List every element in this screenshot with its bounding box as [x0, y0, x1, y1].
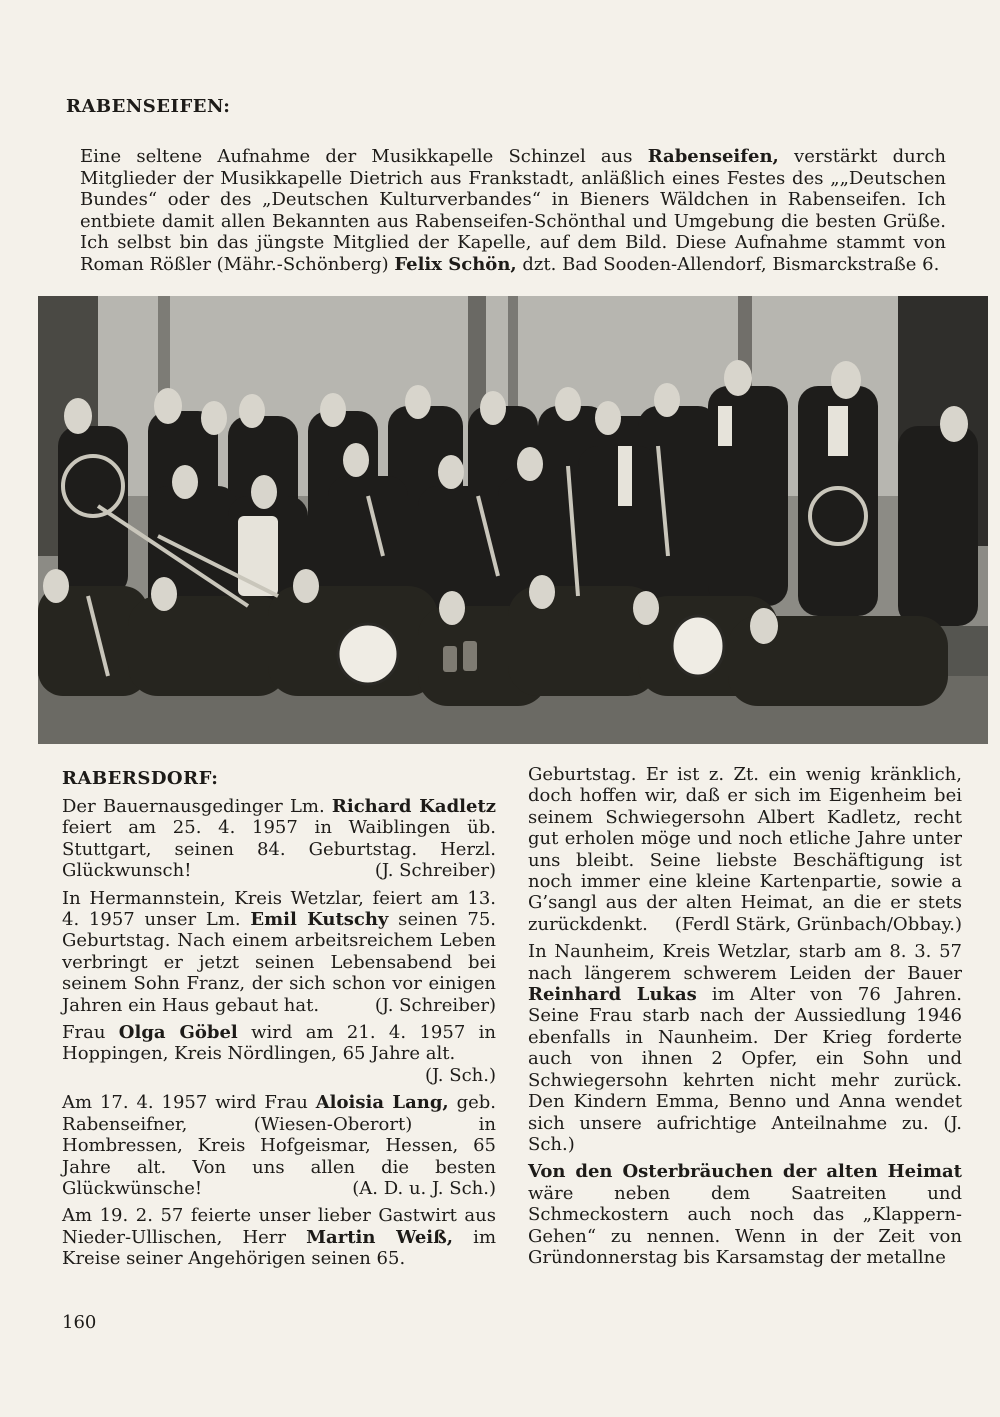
entry-name: Aloisia Lang, [315, 1092, 449, 1114]
entry-signature: (A. D. u. J. Sch.) [352, 1177, 496, 1199]
entry-signature: (J. Schreiber) [374, 860, 496, 882]
intro-bold-place: Rabenseifen, [647, 146, 779, 167]
entry-weiss-continued [528, 764, 962, 935]
entry-kadletz [62, 796, 496, 882]
entry-name: Emil Kutschy [250, 909, 389, 931]
intro-text-3: dzt. Bad Sooden-Allendorf, Bismarckstraße 6. [516, 253, 940, 275]
right-column [528, 764, 962, 1274]
page-number: 160 [62, 1312, 97, 1333]
entry-text: Der Bauernausgedinger Lm. [62, 796, 332, 817]
entry-text: In Hermannstein, Kreis Wetzlar, feiert am 13. 4. 1957 unser Lm. [62, 887, 496, 931]
photo-illustration [38, 296, 988, 744]
entry-text: Am 19. 2. 57 feierte unser lieber Gastwirt aus Nieder-Ullischen, Herr [62, 1205, 496, 1248]
entry-signature: (J. Schreiber) [374, 994, 496, 1016]
intro-bold-author: Felix Schön, [394, 253, 517, 275]
entry-name: Martin Weiß, [306, 1226, 454, 1248]
entry-text: Am 17. 4. 1957 wird Frau [62, 1092, 316, 1114]
entry-osterbraeuche [528, 1161, 962, 1268]
entry-signature: (Ferdl Stärk, Grünbach/Obbay.) [674, 913, 962, 935]
entry-text: feiert am 25. 4. 1957 in Waiblingen üb. Stuttgart, seinen 84. Geburtstag. Herzl. Glückwunsch! [62, 817, 496, 882]
entry-text: wäre neben dem Saatreiten und Schmeckostern auch noch das „Klappern-Gehen“ zu nennen. Wenn in der Zeit von Gründonnerstag bis Karsamstag der metallne [528, 1182, 962, 1268]
section-heading-rabenseifen: RABENSEIFEN: [66, 96, 231, 117]
entry-name: Olga Göbel [118, 1022, 238, 1044]
entry-text: im Alter von 76 Jahren. Seine Frau starb nach der Aussiedlung 1946 ebenfalls in Naunheim. Der Krieg forderte auch von ihnen 2 Opfer, ein Sohn und Schwiegersohn kehrten nicht mehr zurück. Den Kindern Emma, Benno und Anna wendet sich unsere aufrichtige Anteilnahme zu. (J. Sch.) [528, 984, 962, 1155]
entry-text: Frau [62, 1022, 119, 1044]
entry-signature: (J. Sch.) [424, 1064, 496, 1086]
entry-lang [62, 1092, 496, 1199]
entry-text: seinen 75. Geburtstag. Nach einem arbeitsreichem Leben verbringt er jetzt seinen Lebensabend bei seinem Sohn Franz, der sich schon vor einigen Jahren ein Haus gebaut hat. [62, 909, 497, 1016]
entry-name: Reinhard Lukas [528, 984, 697, 1006]
entry-heading: Von den Osterbräuchen der alten Heimat [528, 1161, 962, 1183]
entry-name: Richard Kadletz [331, 796, 496, 817]
entry-kutschy [62, 888, 496, 1016]
band-group-photo [38, 296, 988, 744]
entry-weiss [62, 1205, 496, 1269]
entry-text: Geburtstag. Er ist z. Zt. ein wenig kränklich, doch hoffen wir, daß er sich im Eigenheim bei seinem Schwiegersohn Albert Kadletz, recht gut erholen möge und noch etliche Jahre unter uns bleibt. Seine liebste Beschäftigung ist noch immer eine kleine Kartenpartie, sowie a G’sangl aus der alten Heimat, an die er stets zurückdenkt. [528, 764, 962, 935]
intro-text-1: Eine seltene Aufnahme der Musikkapelle Schinzel aus [80, 146, 648, 167]
entry-text: im Kreise seiner Angehörigen seinen 65. [62, 1226, 497, 1270]
intro-paragraph [80, 146, 946, 275]
entry-goebel [62, 1022, 496, 1086]
entry-text: geb. Rabenseifner, (Wiesen-Oberort) in Hombressen, Kreis Hofgeismar, Hessen, 65 Jahre alt. Von uns allen die besten Glückwünsche! [62, 1092, 497, 1199]
entry-text: wird am 21. 4. 1957 in Hoppingen, Kreis Nördlingen, 65 Jahre alt. [62, 1022, 496, 1065]
entry-text: In Naunheim, Kreis Wetzlar, starb am 8. 3. 57 nach längerem schwerem Leiden der Bauer [528, 941, 962, 984]
entry-lukas [528, 941, 962, 1155]
section-heading-rabersdorf: RABERSDORF: [62, 768, 219, 789]
intro-text-2: verstärkt durch Mitglieder der Musikkapelle Dietrich aus Frankstadt, anläßlich eines Festes des „„Deutschen Bundes“ oder des „Deutschen Kulturverbandes“ in Bieners Wäldchen in Rabenseifen. Ich entbiete damit allen Bekannten aus Rabenseifen-Schönthal und Umgebung die besten Grüße. Ich selbst bin das jüngste Mitglied der Kapelle, auf dem Bild. Diese Aufnahme stammt von Roman Rößler (Mähr.-Schönberg) [80, 146, 946, 275]
left-column [62, 796, 496, 1276]
